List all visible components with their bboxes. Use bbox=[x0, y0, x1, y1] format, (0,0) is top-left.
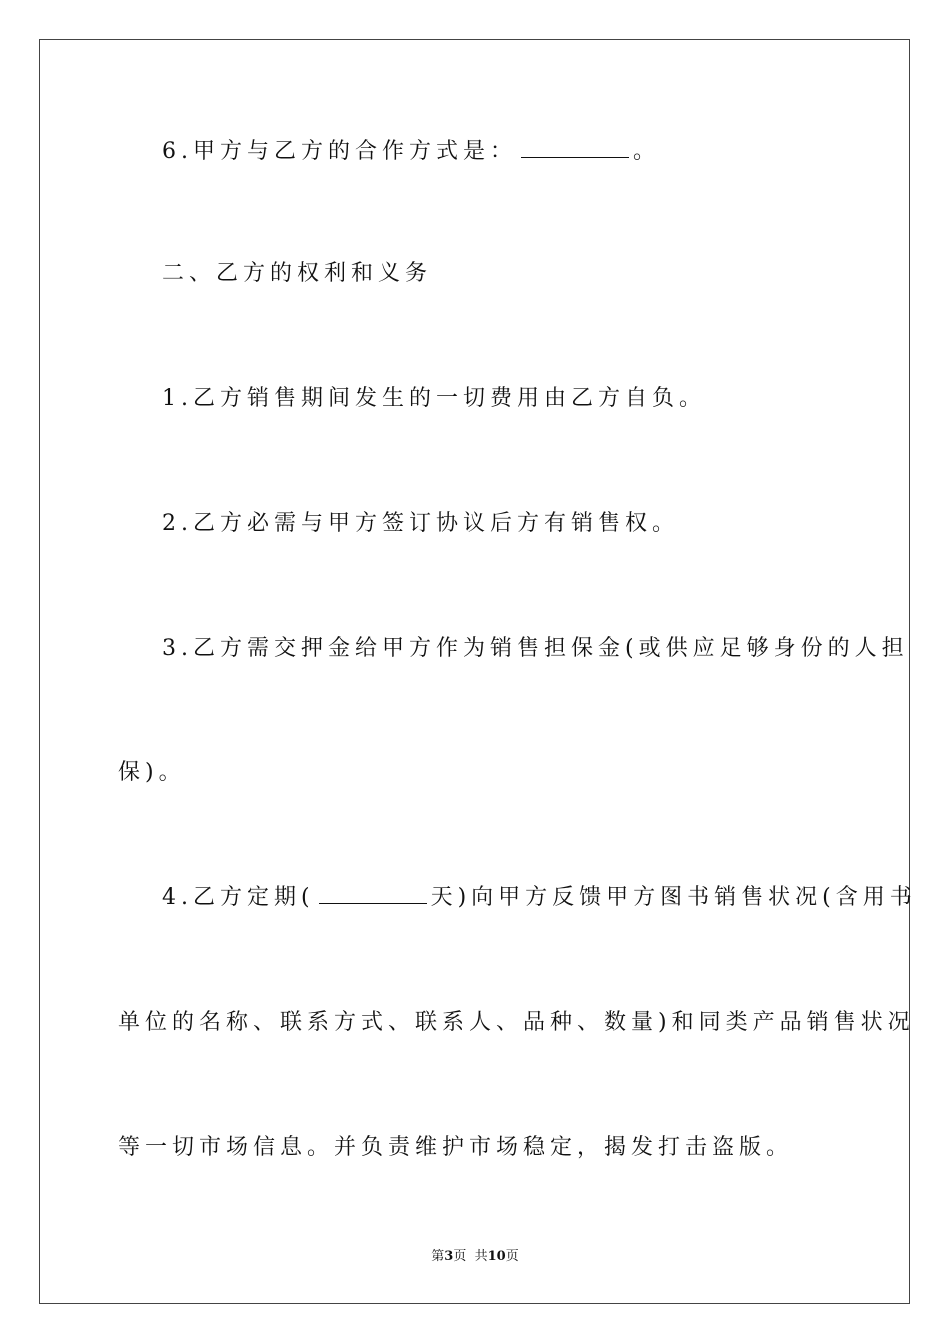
paragraph-feedback-line1 bbox=[162, 883, 917, 913]
fill-in-blank[interactable] bbox=[521, 137, 629, 158]
paragraph-text: 6.甲方与乙方的合作方式是： bbox=[162, 139, 517, 164]
paragraph-feedback-line3: 等一切市场信息。并负责维护市场稳定，揭发打击盗版。 bbox=[118, 1135, 794, 1160]
paragraph-deposit-line1: 3.乙方需交押金给甲方作为销售担保金(或供应足够身份的人担 bbox=[162, 636, 909, 661]
total-page-number: 10 bbox=[487, 1249, 506, 1264]
fill-in-blank[interactable] bbox=[319, 883, 427, 904]
paragraph-expenses: 1.乙方销售期间发生的一切费用由乙方自负。 bbox=[162, 386, 706, 411]
footer-prefix: 第 bbox=[431, 1249, 445, 1264]
paragraph-cooperation-method bbox=[162, 137, 882, 167]
paragraph-text: 4.乙方定期( bbox=[162, 885, 315, 910]
paragraph-feedback-line2: 单位的名称、联系方式、联系人、品种、数量)和同类产品销售状况 bbox=[118, 1010, 915, 1035]
footer-mid: 页 共 bbox=[453, 1249, 488, 1264]
page-footer bbox=[0, 1248, 950, 1266]
page-border bbox=[39, 39, 915, 1304]
paragraph-text: 。 bbox=[633, 139, 661, 164]
paragraph-text: 天)向甲方反馈甲方图书销售状况(含用书 bbox=[430, 885, 917, 910]
footer-suffix: 页 bbox=[505, 1249, 519, 1264]
section-heading: 二、乙方的权利和义务 bbox=[162, 261, 433, 286]
paragraph-sales-right: 2.乙方必需与甲方签订协议后方有销售权。 bbox=[162, 511, 679, 536]
paragraph-deposit-line2: 保)。 bbox=[118, 760, 186, 785]
current-page-number: 3 bbox=[444, 1249, 454, 1264]
